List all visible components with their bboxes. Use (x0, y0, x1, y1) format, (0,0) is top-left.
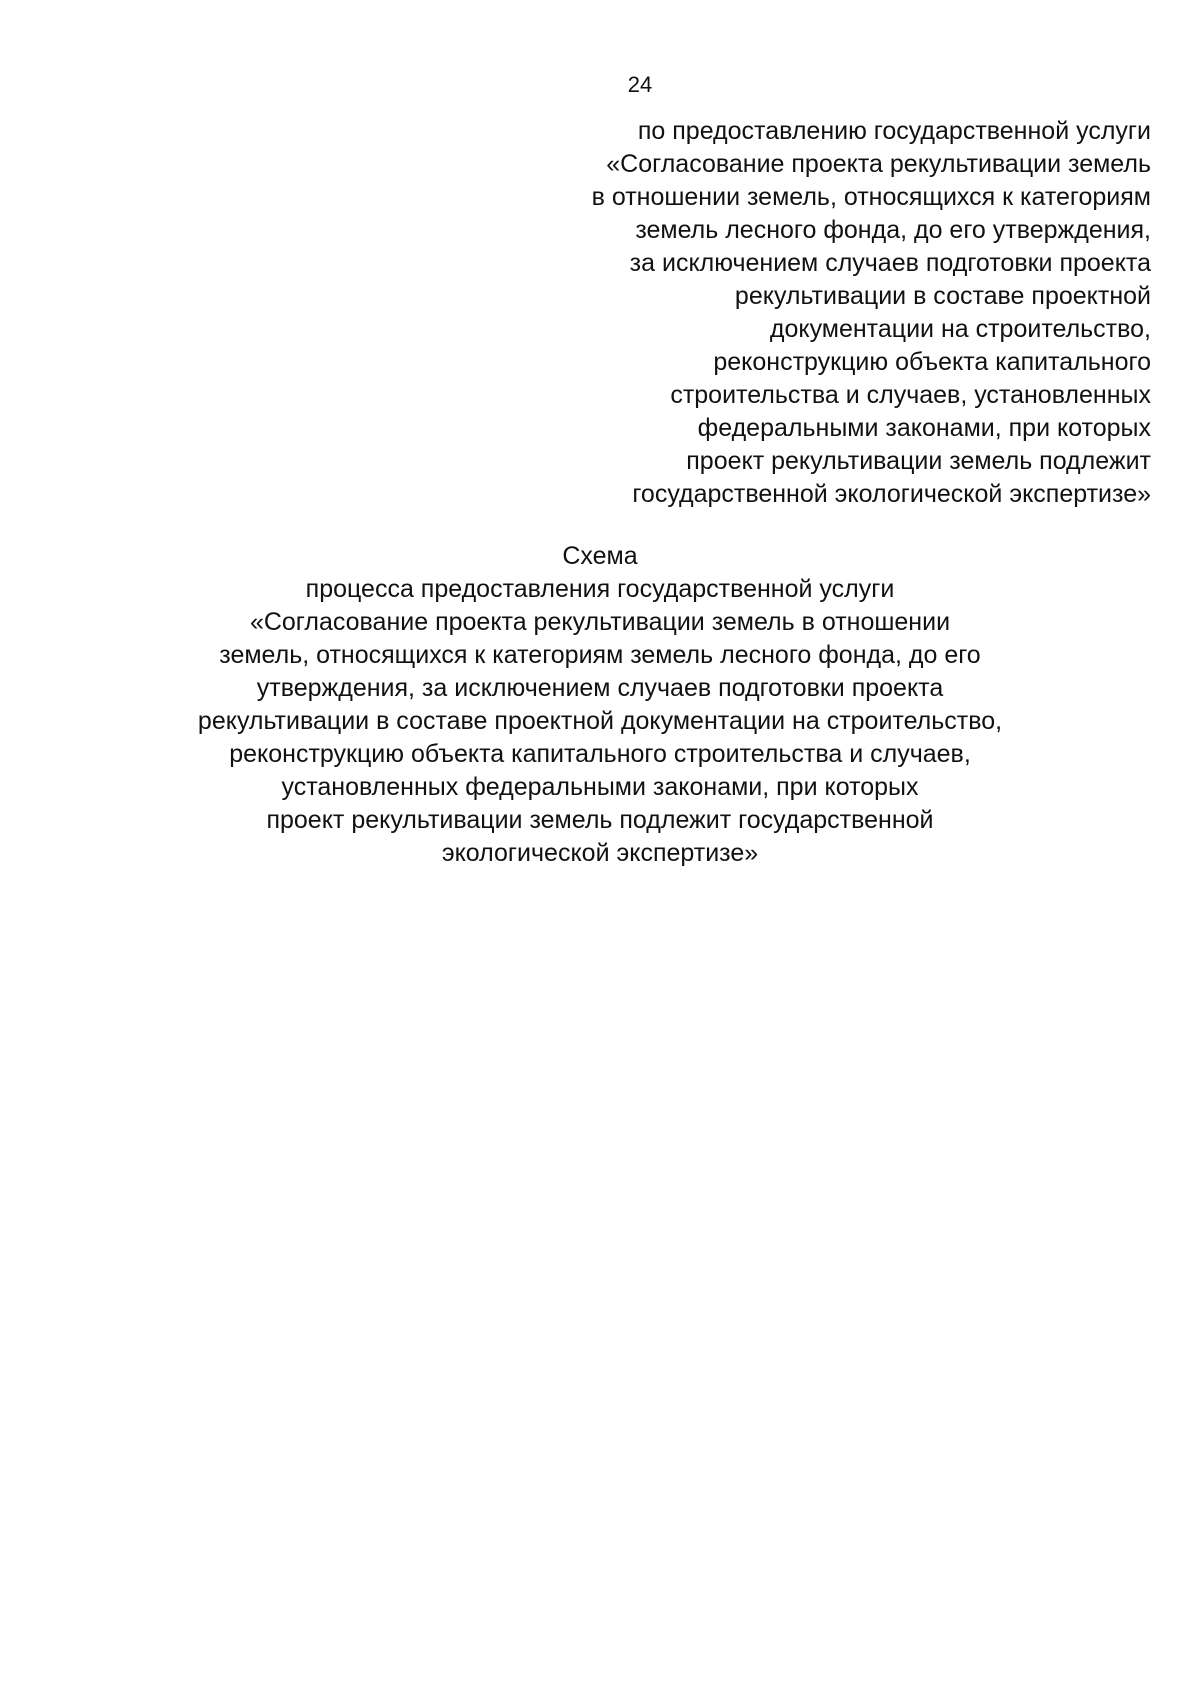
appendix-line: государственной экологической экспертизе» (632, 480, 1151, 508)
scheme-line: процесса предоставления государственной услуги (305, 575, 895, 603)
appendix-line: строительства и случаев, установленных (670, 381, 1151, 409)
scheme-line: «Согласование проекта рекультивации земель в отношении (249, 608, 951, 636)
scheme-line: реконструкцию объекта капитального строительства и случаев, (229, 740, 971, 768)
scheme-line: утверждения, за исключением случаев подготовки проекта (256, 674, 944, 702)
appendix-line: документации на строительство, (769, 315, 1151, 343)
scheme-title: Схема (562, 542, 638, 570)
scheme-line: экологической экспертизе» (441, 839, 759, 867)
appendix-line: за исключением случаев подготовки проекта (629, 249, 1151, 277)
scheme-line: установленных федеральными законами, при которых (281, 773, 919, 801)
appendix-line: по предоставлению государственной услуги (637, 117, 1151, 145)
appendix-line: рекультивации в составе проектной (734, 282, 1151, 310)
appendix-line: земель лесного фонда, до его утверждения, (635, 216, 1151, 244)
appendix-line: проект рекультивации земель подлежит (686, 447, 1151, 475)
appendix-line: реконструкцию объекта капитального (713, 348, 1151, 376)
scheme-line: земель, относящихся к категориям земель лесного фонда, до его (219, 641, 981, 669)
scheme-line: рекультивации в составе проектной документации на строительство, (197, 707, 1003, 735)
appendix-line: «Согласование проекта рекультивации земель (606, 150, 1151, 178)
page-number: 24 (627, 72, 653, 97)
appendix-heading (451, 115, 1151, 511)
appendix-line: федеральными законами, при которых (697, 414, 1151, 442)
scheme-heading (160, 540, 1040, 870)
appendix-line: в отношении земель, относящихся к категориям (591, 183, 1151, 211)
scheme-line: проект рекультивации земель подлежит государственной (266, 806, 934, 834)
